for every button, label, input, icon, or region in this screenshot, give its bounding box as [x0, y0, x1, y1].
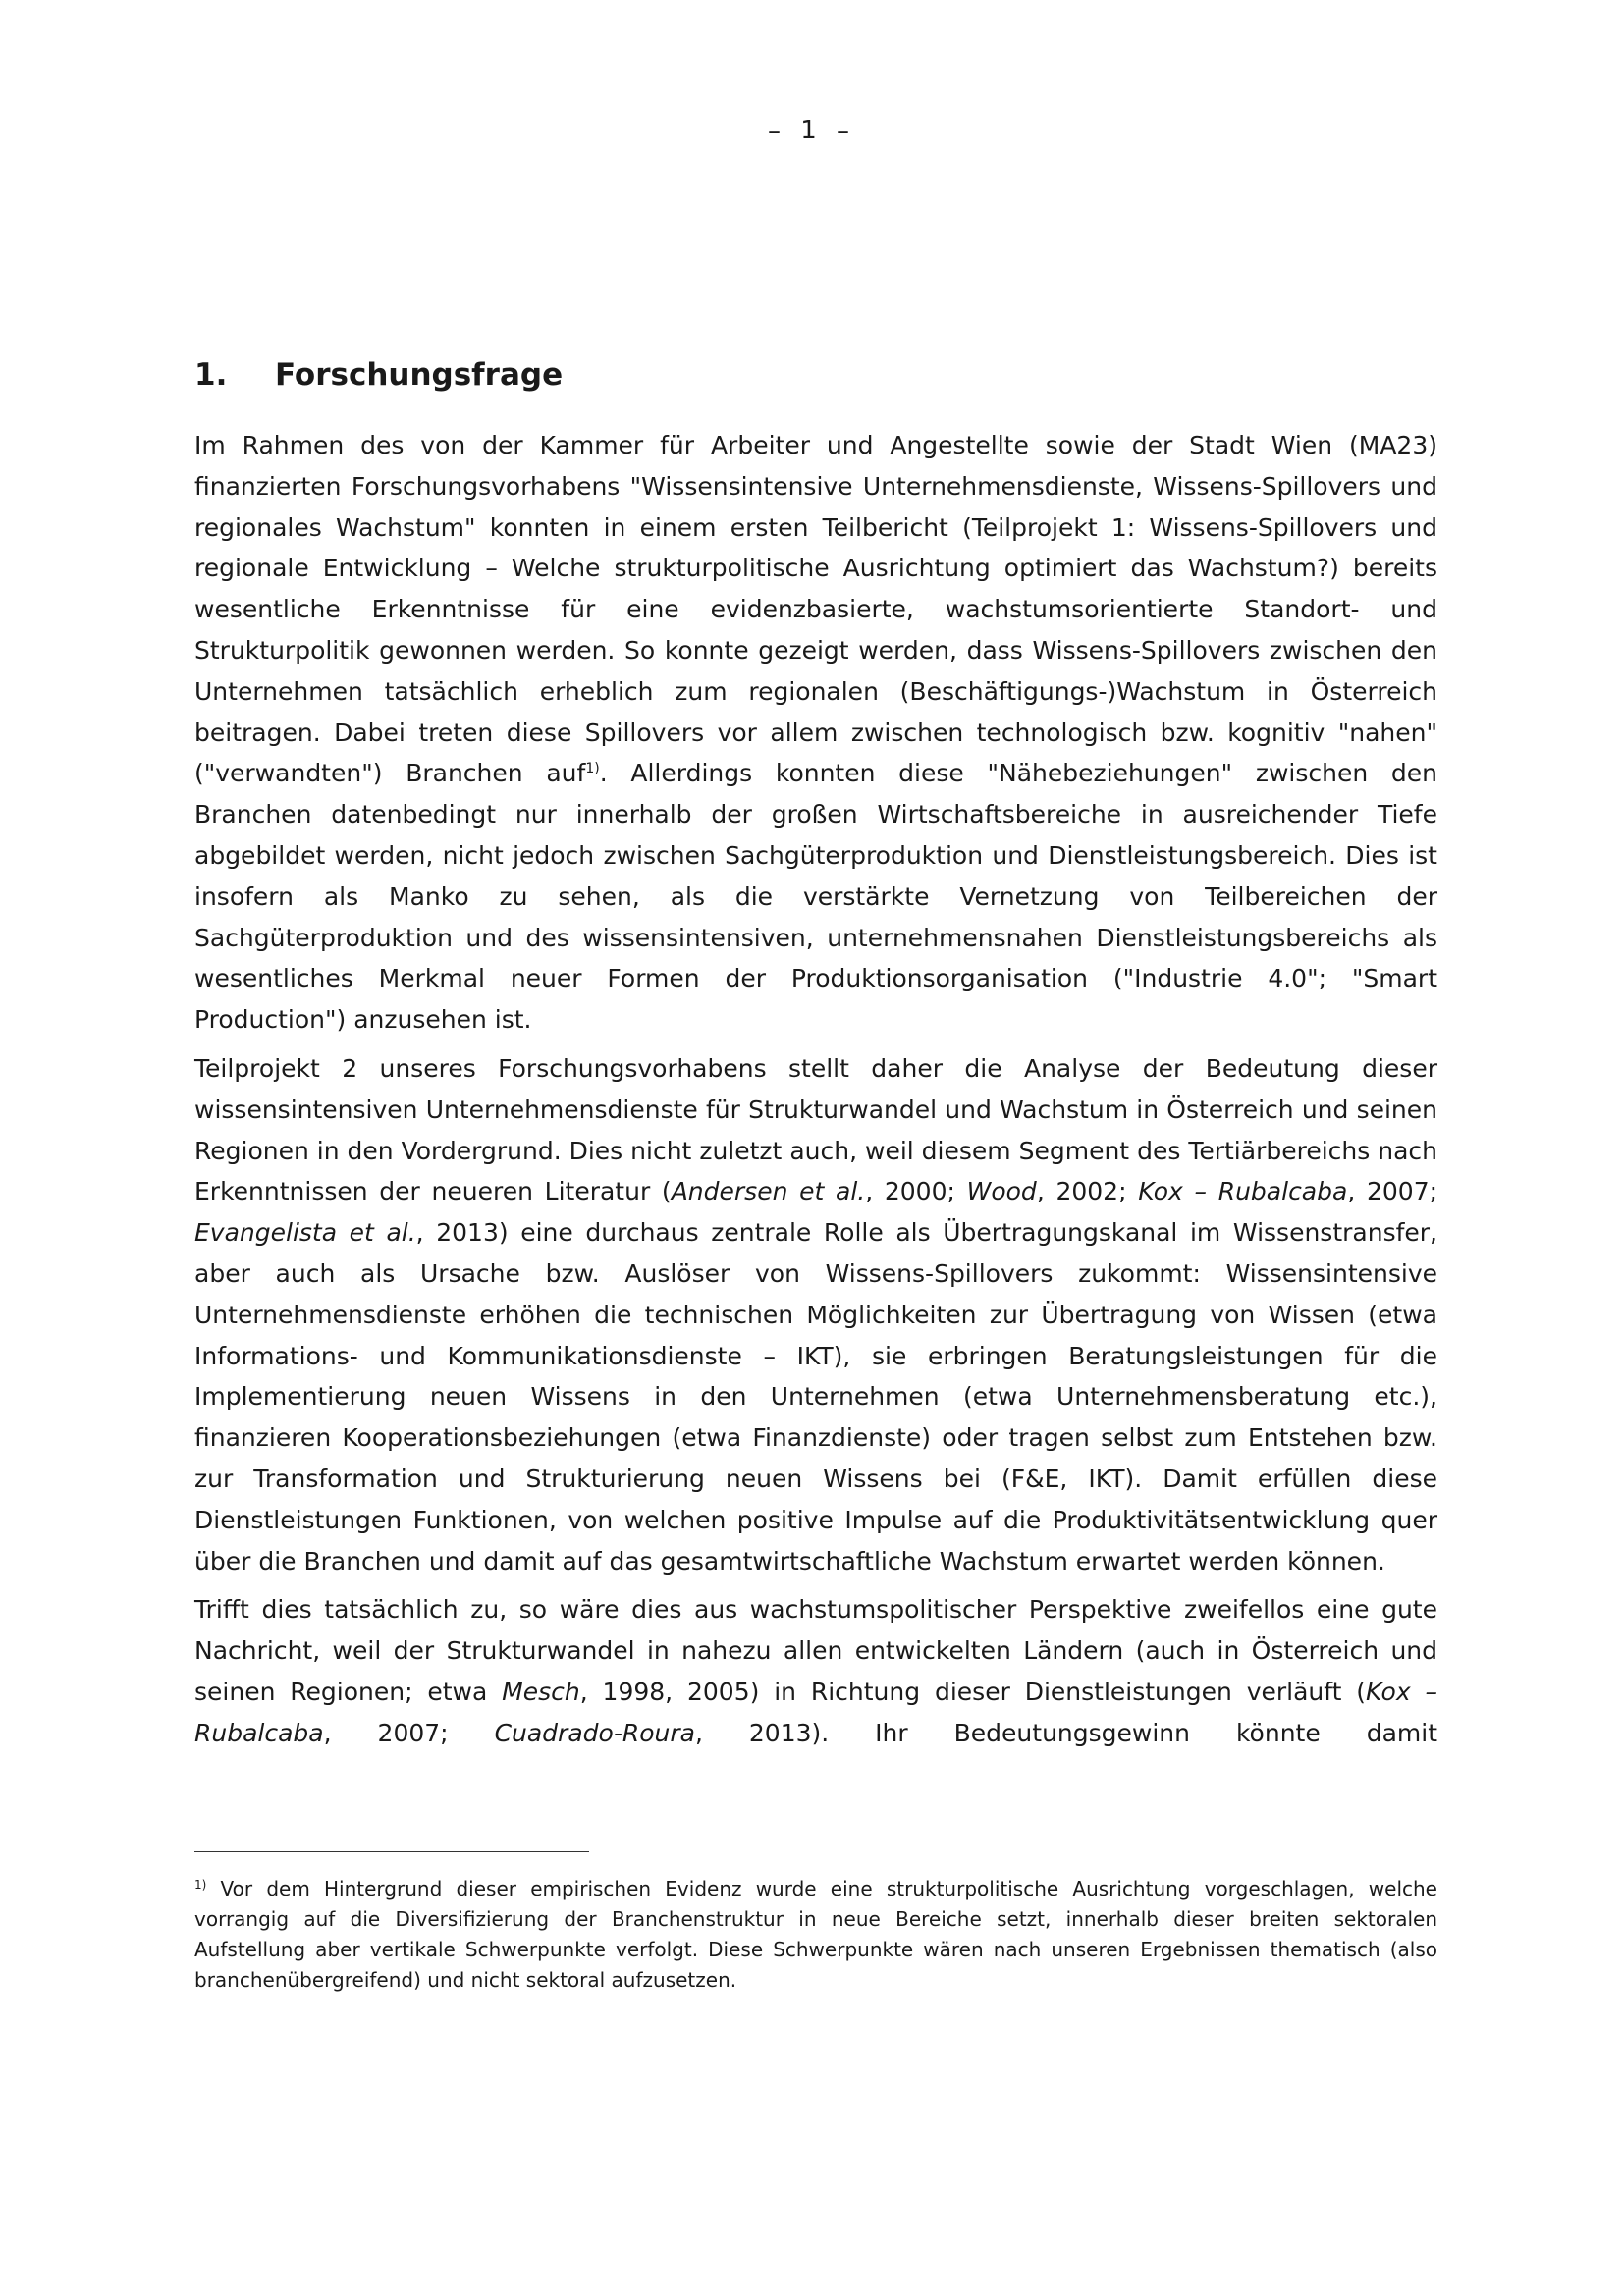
- text-segment: Im Rahmen des von der Kammer für Arbeiter und Angestellte sowie der Stadt Wien (MA23) finanzierten Forschungsvorhabens "Wissensintensive Unternehmensdienste, Wissens-Spillovers und regionales Wachstum" konnten in einem ersten Teilbericht (Teilprojekt 1: Wissens-Spillovers und regionale Entwicklung – Welche strukturpolitische Ausrichtung optimiert das Wachstum?) bereits wesentliche Erkenntnisse für eine evidenzbasierte, wachstumsorientierte Standort- und Strukturpolitik gewonnen werden. So konnte gezeigt werden, dass Wissens-Spillovers zwischen den Unternehmen tatsächlich erheblich zum regionalen (Beschäftigungs-)Wachstum in Österreich beitragen. Dabei treten diese Spillovers vor allem zwischen technologisch bzw. kognitiv "nahen" ("verwandten") Branchen auf: [194, 431, 1437, 788]
- footnote-marker: 1): [194, 1878, 207, 1892]
- paragraph: [194, 1589, 1437, 1753]
- footnote-reference[interactable]: 1): [585, 761, 600, 777]
- section-heading: [194, 355, 563, 395]
- section-number: 1.: [194, 357, 228, 393]
- text-segment: , 1998, 2005) in Richtung dieser Dienstleistungen verläuft (: [579, 1677, 1367, 1706]
- text-segment: , 2007;: [323, 1718, 495, 1747]
- paragraph: [194, 1048, 1437, 1581]
- page-number: – 1 –: [767, 116, 856, 145]
- citation-author: Mesch: [502, 1677, 580, 1706]
- text-segment: Teilprojekt 2 unseres Forschungsvorhabens stellt daher die Analyse der Bedeutung dieser wissensintensiven Unternehmensdienste für Strukturwandel und Wachstum in Österreich und seinen Regionen in den Vordergrund. Dies nicht zuletzt auch, weil diesem Segment des Tertiärbereichs nach Erkenntnissen der neueren Literatur (: [194, 1053, 1437, 1206]
- citation-author: Andersen et al.: [671, 1177, 866, 1206]
- citation-author: Kox – Rubalcaba: [1138, 1177, 1348, 1206]
- footnote-text: Vor dem Hintergrund dieser empirischen Evidenz wurde eine strukturpolitische Ausrichtung vorgeschlagen, welche vorrangig auf die Diversifizierung der Branchenstruktur in neue Bereiche setzt, innerhalb dieser breiten sektoralen Aufstellung aber vertikale Schwerpunkte verfolgt. Diese Schwerpunkte wären nach unseren Ergebnissen thematisch (also branchenübergreifend) und nicht sektoral aufzusetzen.: [194, 1877, 1437, 1992]
- body-text: [194, 425, 1437, 1762]
- paragraph: [194, 425, 1437, 1041]
- text-segment: , 2000;: [865, 1177, 967, 1206]
- text-segment: , 2013) eine durchaus zentrale Rolle als Übertragungskanal im Wissenstransfer, aber auch als Ursache bzw. Auslöser von Wissens-Spillovers zukommt: Wissensintensive Unternehmensdienste erhöhen die technischen Möglichkeiten zur Übertragung von Wissen (etwa Informations- und Kommunikationsdienste – IKT), sie erbringen Beratungsleistungen für die Implementierung neuen Wissens in den Unternehmen (etwa Unternehmensberatung etc.), finanzieren Kooperationsbeziehungen (etwa Finanzdienste) oder tragen selbst zum Entstehen bzw. zur Transformation und Strukturierung neuen Wissens bei (F&E, IKT). Damit erfüllen diese Dienstleistungen Funktionen, von welchen positive Impulse auf die Produktivitätsentwicklung quer über die Branchen und damit auf das gesamtwirtschaftliche Wachstum erwartet werden können.: [194, 1218, 1437, 1575]
- citation-author: Wood: [966, 1177, 1037, 1206]
- text-segment: , 2007;: [1347, 1177, 1438, 1206]
- text-segment: , 2013). Ihr Bedeutungsgewinn könnte damit: [694, 1718, 1437, 1747]
- citation-author: Cuadrado-Roura: [494, 1718, 695, 1747]
- citation-author: Kox – Rubalcaba: [194, 1677, 1437, 1747]
- citation-author: Evangelista et al.: [194, 1218, 416, 1248]
- footnote-separator: [194, 1851, 589, 1852]
- footnote: [194, 1874, 1437, 1996]
- text-segment: Trifft dies tatsächlich zu, so wäre dies aus wachstumspolitischer Perspektive zweifellos eine gute Nachricht, weil der Strukturwandel in nahezu allen entwickelten Ländern (auch in Österreich und seinen Regionen; etwa: [194, 1595, 1437, 1706]
- section-title: Forschungsfrage: [275, 357, 564, 393]
- text-segment: . Allerdings konnten diese "Nähebeziehungen" zwischen den Branchen datenbedingt nur innerhalb der großen Wirtschaftsbereiche in ausreichender Tiefe abgebildet werden, nicht jedoch zwischen Sachgüterproduktion und Dienstleistungsbereich. Dies ist insofern als Manko zu sehen, als die verstärkte Vernetzung von Teilbereichen der Sachgüterproduktion und des wissensintensiven, unternehmensnahen Dienstleistungsbereichs als wesentliches Merkmal neuer Formen der Produktionsorganisation ("Industrie 4.0"; "Smart Production") anzusehen ist.: [194, 759, 1437, 1035]
- text-segment: , 2002;: [1036, 1177, 1139, 1206]
